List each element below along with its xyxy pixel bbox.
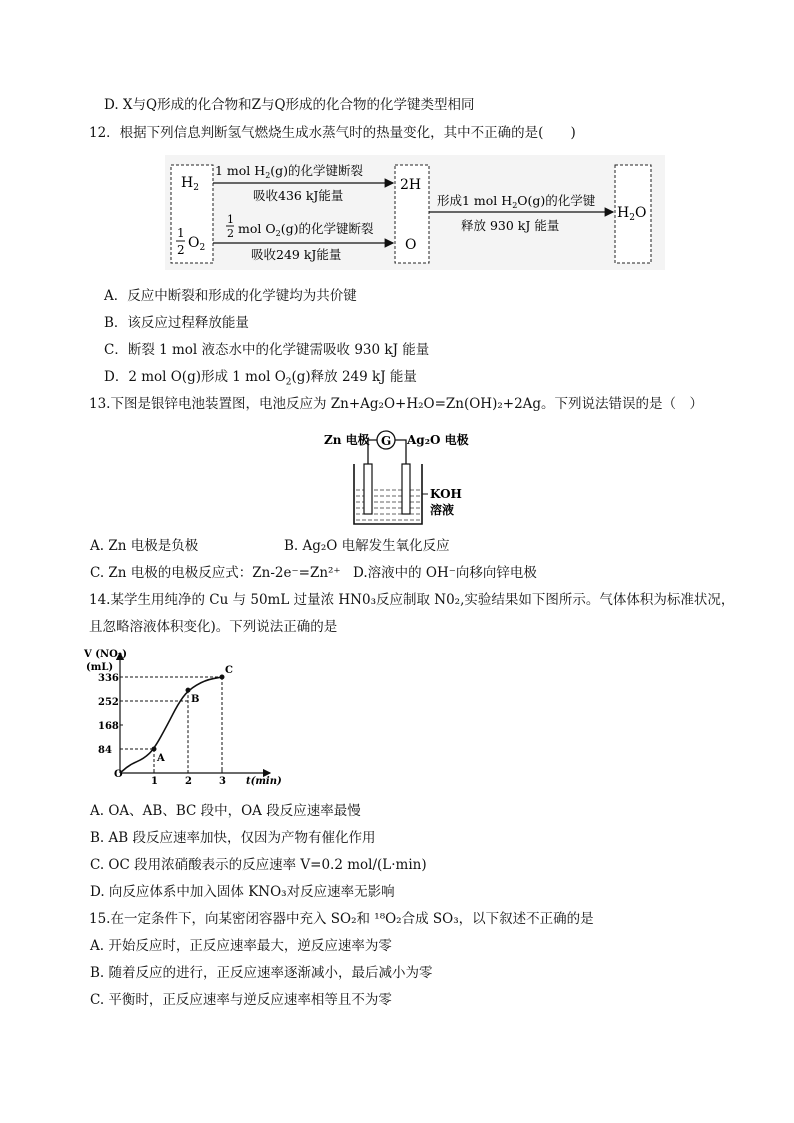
solution-label: 溶液 [430, 503, 455, 517]
q11-option-d: D. X与Q形成的化合物和Z与Q形成的化合物的化学键类型相同 [104, 97, 475, 113]
q12-option-a: A．反应中断裂和形成的化学键均为共价键 [104, 288, 357, 304]
q15-stem: 15.在一定条件下，向某密闭容器中充入 SO₂和 ¹⁸O₂合成 SO₃，以下叙述不正确的是 [89, 911, 594, 927]
q13-option-b: B. Ag₂O 电解发生氧化反应 [284, 538, 450, 554]
y-tick-label: 336 [98, 673, 119, 685]
o-atom-label: O [405, 237, 417, 253]
q13-option-d: D.溶液中的 OH⁻向移向锌电极 [353, 565, 537, 581]
series-line [120, 677, 222, 773]
y-tick-label: 168 [98, 721, 119, 733]
q13-battery-figure [318, 424, 518, 528]
q12-option-d: D．2 mol O(g)形成 1 mol $O_2(g)$释放 249 kJ 能量 [104, 369, 417, 388]
data-point-a [152, 747, 157, 752]
point-label-a: A [157, 753, 165, 765]
q12-energy-diagram [165, 155, 665, 270]
q14-stem-line2: 且忽略溶液体积变化)。下列说法正确的是 [89, 619, 338, 635]
chart-svg [80, 645, 290, 790]
ag2o-electrode-label: Ag₂O 电极 [407, 433, 469, 447]
q12-option-b: B．该反应过程释放能量 [104, 315, 249, 331]
top-arrow-upper-text: 1 mol $H_2(g)$的化学键断裂 [215, 163, 364, 180]
svg-text:G: G [381, 434, 392, 448]
point-label-c: C [225, 665, 233, 677]
q13-option-a: A. Zn 电极是负极 [90, 538, 199, 554]
right-arrow-upper-text: 形成1 mol $H_2O(g)$的化学键 [437, 193, 596, 210]
h2o-label: $H_2O$ [617, 205, 647, 223]
point-label-b: B [191, 694, 200, 706]
x-tick-label: 2 [185, 776, 192, 787]
origin-label: O [114, 769, 123, 780]
half-o2-label: $O_2$ [188, 235, 206, 253]
x-tick-label: 1 [151, 776, 158, 787]
bottom-arrow-lower-text: 吸收249 kJ能量 [251, 247, 342, 262]
two-h-label: 2H [400, 177, 422, 193]
zn-electrode [364, 464, 372, 514]
data-point-b [186, 688, 191, 693]
svg-text:1: 1 [177, 226, 185, 240]
q14-option-c: C. OC 段用浓硝酸表示的反应速率 V=0.2 mol/(L·min) [90, 857, 427, 873]
right-arrow-lower-text: 释放 930 kJ 能量 [461, 218, 560, 233]
q13-option-c: C. Zn 电极的电极反应式：Zn-2e⁻=Zn²⁺ [90, 565, 341, 581]
y-tick-label: 84 [98, 745, 112, 757]
q14-stem-line1: 14.某学生用纯净的 Cu 与 50mL 过量浓 HN0₃反应制取 N0₂,实验结果如下图所示。气体体积为标准状况， [89, 592, 735, 608]
q15-option-c: C. 平衡时，正反应速率与逆反应速率相等且不为零 [90, 992, 392, 1008]
q12-option-c: C．断裂 1 mol 液态水中的化学键需吸收 930 kJ 能量 [104, 342, 430, 358]
top-arrow-lower-text: 吸收436 kJ能量 [253, 188, 344, 203]
svg-text:2: 2 [227, 227, 234, 240]
zn-electrode-label: Zn 电极 [324, 433, 370, 447]
x-axis-label: t(min) [246, 776, 282, 787]
y-axis-label: V (NO₂) [84, 649, 127, 660]
ag2o-electrode [402, 464, 410, 514]
y-axis-unit: (mL) [86, 662, 114, 673]
h2-label: $H_2$ [181, 175, 199, 193]
y-tick-label: 252 [98, 697, 119, 709]
q14-option-a: A. OA、AB、BC 段中，OA 段反应速率最慢 [90, 803, 361, 819]
q12-stem: 12．根据下列信息判断氢气燃烧生成水蒸气时的热量变化，其中不正确的是( ) [89, 125, 576, 141]
q14-volume-chart [80, 645, 290, 790]
q15-option-b: B. 随着反应的进行，正反应速率逐渐减小，最后减小为零 [90, 965, 433, 981]
q15-option-a: A. 开始反应时，正反应速率最大，逆反应速率为零 [90, 938, 392, 954]
data-point-c [220, 675, 225, 680]
q14-option-d: D. 向反应体系中加入固体 KNO₃对反应速率无影响 [90, 884, 395, 900]
svg-text:1: 1 [227, 213, 234, 226]
x-tick-label: 3 [219, 776, 226, 787]
q14-option-b: B. AB 段反应速率加快，仅因为产物有催化作用 [90, 830, 376, 846]
bottom-arrow-upper-text: mol $O_2(g)$的化学键断裂 [238, 221, 374, 238]
q13-stem: 13.下图是银锌电池装置图，电池反应为 Zn+Ag₂O+H₂O=Zn(OH)₂+2Ag。下列说法错误的是（ ） [89, 396, 704, 412]
koh-label: KOH [430, 487, 462, 501]
svg-text:2: 2 [177, 243, 185, 257]
